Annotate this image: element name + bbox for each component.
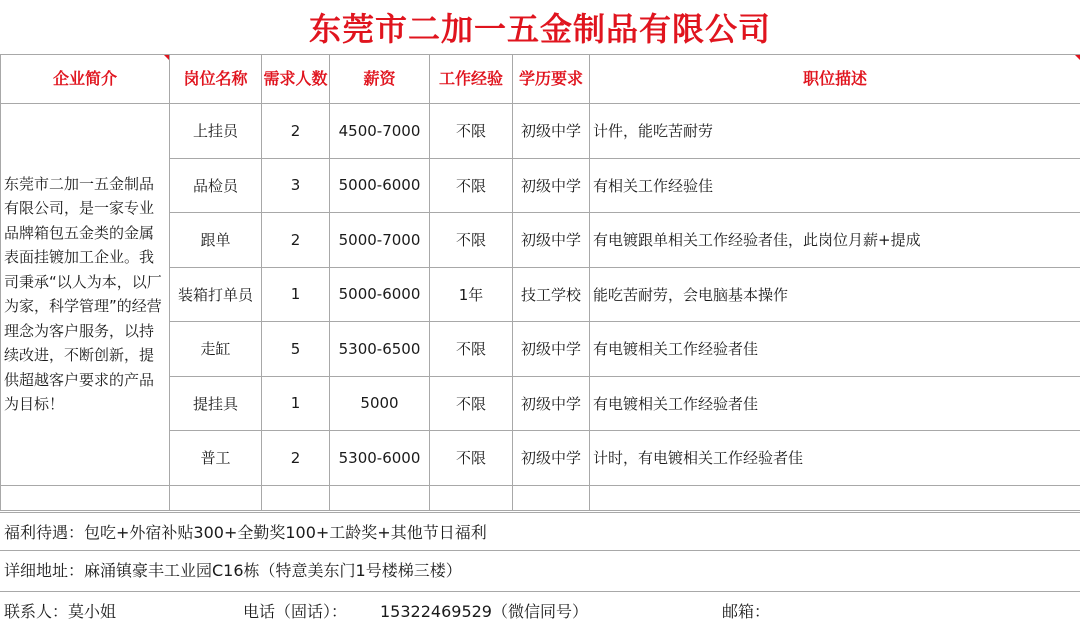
job-name: 普工	[170, 431, 262, 486]
job-count: 1	[262, 267, 330, 322]
header-row	[1, 55, 1080, 104]
job-education: 初级中学	[513, 322, 590, 377]
job-count: 3	[262, 158, 330, 213]
job-education: 初级中学	[513, 104, 590, 159]
job-description: 有电镀相关工作经验者佳	[590, 322, 1080, 377]
contact-phone-label: 电话（固话）：	[243, 602, 348, 621]
job-name: 品检员	[170, 158, 262, 213]
empty-cell	[330, 485, 430, 510]
header-salary: 薪资	[330, 55, 430, 104]
job-salary: 5000	[330, 376, 430, 431]
header-intro: 企业简介	[1, 55, 170, 104]
contact-phone-value: 15322469529（微信同号）	[380, 602, 588, 621]
job-description: 有电镀相关工作经验者佳	[590, 376, 1080, 431]
job-salary: 4500-7000	[330, 104, 430, 159]
job-description: 能吃苦耐劳，会电脑基本操作	[590, 267, 1080, 322]
job-salary: 5300-6000	[330, 431, 430, 486]
job-salary: 5000-6000	[330, 267, 430, 322]
job-description: 计时，有电镀相关工作经验者佳	[590, 431, 1080, 486]
job-experience: 不限	[430, 376, 513, 431]
job-name: 上挂员	[170, 104, 262, 159]
job-experience: 不限	[430, 322, 513, 377]
job-education: 技工学校	[513, 267, 590, 322]
comment-marker-icon	[1075, 55, 1080, 60]
job-count: 1	[262, 376, 330, 431]
contact-row	[0, 591, 1080, 629]
job-description: 计件，能吃苦耐劳	[590, 104, 1080, 159]
contact-email-label: 邮箱：	[722, 602, 771, 621]
header-position: 岗位名称	[170, 55, 262, 104]
job-experience: 不限	[430, 213, 513, 268]
benefits-row	[0, 512, 1080, 550]
job-education: 初级中学	[513, 376, 590, 431]
job-name: 走缸	[170, 322, 262, 377]
job-experience: 不限	[430, 431, 513, 486]
job-education: 初级中学	[513, 158, 590, 213]
table-row	[1, 104, 1080, 159]
empty-cell	[170, 485, 262, 510]
job-description: 有电镀跟单相关工作经验者佳，此岗位月薪+提成	[590, 213, 1080, 268]
comment-marker-icon	[164, 55, 169, 60]
header-description: 职位描述	[590, 55, 1080, 104]
empty-cell	[430, 485, 513, 510]
empty-cell	[513, 485, 590, 510]
empty-row	[1, 485, 1080, 510]
job-count: 2	[262, 104, 330, 159]
empty-cell	[262, 485, 330, 510]
job-table	[0, 54, 1080, 511]
job-experience: 不限	[430, 104, 513, 159]
company-intro: 东莞市二加一五金制品有限公司，是一家专业品牌箱包五金类的金属表面挂镀加工企业。我司秉承“以人为本，以厂为家，科学管理”的经营理念为客户服务，以持续改进，不断创新，提供超越客户要求的产品为目标！	[1, 104, 170, 486]
header-count: 需求人数	[262, 55, 330, 104]
job-salary: 5000-6000	[330, 158, 430, 213]
company-title: 东莞市二加一五金制品有限公司	[0, 0, 1080, 55]
job-count: 2	[262, 213, 330, 268]
address-text: 详细地址：麻涌镇豪丰工业园C16栋（特意美东门1号楼梯三楼）	[4, 561, 462, 580]
job-experience: 1年	[430, 267, 513, 322]
job-education: 初级中学	[513, 213, 590, 268]
job-experience: 不限	[430, 158, 513, 213]
empty-cell	[1, 485, 170, 510]
empty-cell	[590, 485, 1080, 510]
job-name: 装箱打单员	[170, 267, 262, 322]
job-salary: 5300-6500	[330, 322, 430, 377]
job-count: 5	[262, 322, 330, 377]
job-education: 初级中学	[513, 431, 590, 486]
contact-name: 联系人：莫小姐	[4, 602, 117, 621]
job-salary: 5000-7000	[330, 213, 430, 268]
job-name: 跟单	[170, 213, 262, 268]
job-name: 提挂具	[170, 376, 262, 431]
header-experience: 工作经验	[430, 55, 513, 104]
job-count: 2	[262, 431, 330, 486]
benefits-text: 福利待遇：包吃+外宿补贴300+全勤奖100+工龄奖+其他节日福利	[4, 523, 487, 542]
header-education: 学历要求	[513, 55, 590, 104]
address-row	[0, 550, 1080, 588]
job-description: 有相关工作经验佳	[590, 158, 1080, 213]
